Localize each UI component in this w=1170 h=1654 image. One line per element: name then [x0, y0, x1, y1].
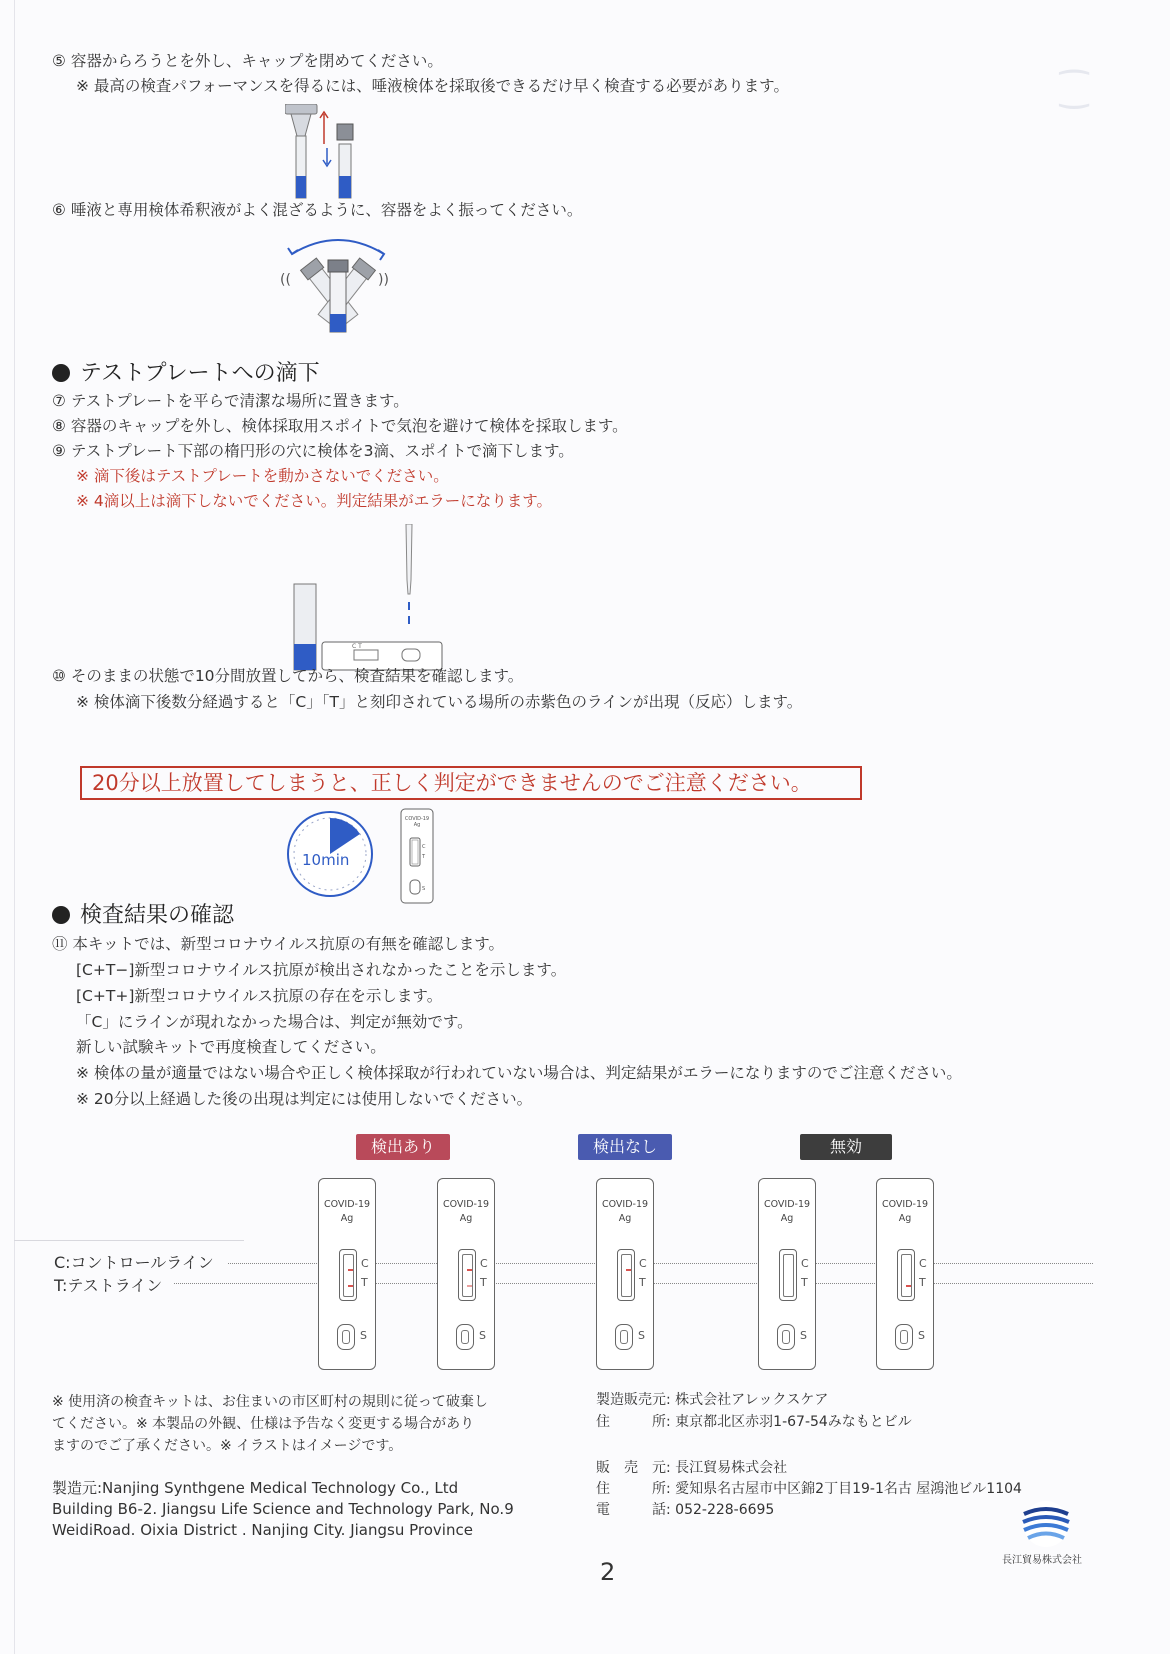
- result-note-1: ※ 検体の量が適量ではない場合や正しく検体採取が行われていない場合は、判定結果がエラーになりますのでご注意ください。: [76, 1064, 962, 1082]
- strip-c-label: C: [480, 1257, 488, 1270]
- svg-text:T: T: [422, 854, 426, 860]
- strip-membrane: [621, 1254, 632, 1297]
- twenty-minute-warning-box: 20分以上放置してしまうと、正しく判定ができませんのでご注意ください。: [80, 766, 862, 800]
- strip-name: COVID-19: [442, 1199, 490, 1210]
- svg-text:((: ((: [280, 272, 291, 288]
- strip-name: COVID-19: [323, 1199, 371, 1210]
- result-invalid-text: 「C」にラインが現れなかった場合は、判定が無効です。: [76, 1013, 473, 1031]
- test-line-mark: [348, 1285, 353, 1287]
- result-strip-negative: [596, 1178, 654, 1370]
- strip-c-label: C: [801, 1257, 809, 1270]
- strip-sub: Ag: [780, 1213, 794, 1224]
- distributor-line: 製造販売元: 株式会社アレックスケア: [596, 1392, 829, 1408]
- section-result-title: 検査結果の確認: [80, 903, 235, 928]
- result-strip-positive-1: [318, 1178, 376, 1370]
- result-strip-positive-2: [437, 1178, 495, 1370]
- strip-t-label: T: [919, 1276, 926, 1289]
- drop-sample-illustration: [290, 524, 450, 674]
- svg-text:C T: C T: [352, 643, 362, 650]
- result-strip-invalid-2: [876, 1178, 934, 1370]
- strip-t-label: T: [361, 1276, 368, 1289]
- svg-text:S: S: [422, 886, 426, 892]
- step-9-text: ⑨ テストプレート下部の楕円形の穴に検体を3滴、スポイトで滴下します。: [52, 442, 574, 460]
- test-plate-small-illustration: [400, 808, 434, 904]
- strip-s-label: S: [479, 1329, 486, 1342]
- control-line-mark: [467, 1269, 472, 1271]
- manufacturer-line-3: WeidiRoad. Oixia District . Nanjing City. Jiangsu Province: [52, 1521, 473, 1539]
- manufacturer-line-2: Building B6-2. Jiangsu Life Science and Technology Park, No.9: [52, 1500, 514, 1518]
- step-9-warning-1: ※ 滴下後はテストプレートを動かさないでください。: [76, 467, 449, 485]
- seller-address: 住 所: 愛知県名古屋市中区錦2丁目19-1名古 屋鴻池ビル1104: [596, 1481, 1022, 1497]
- svg-text:)): )): [378, 272, 389, 288]
- strip-sub: Ag: [340, 1213, 354, 1224]
- sample-well: [895, 1324, 913, 1350]
- test-line-mark: [906, 1285, 911, 1287]
- step-5-text: ⑤ 容器からろうとを外し、キャップを閉めてください。: [52, 52, 443, 70]
- strip-membrane: [901, 1254, 912, 1297]
- distributor-address: 住 所: 東京都北区赤羽1-67-54みなもとビル: [596, 1414, 912, 1430]
- strip-name: COVID-19: [881, 1199, 929, 1210]
- sample-well: [615, 1324, 633, 1350]
- result-negative-text: [C+T−]新型コロナウイルス抗原が検出されなかったことを示します。: [76, 961, 567, 979]
- step-10-note: ※ 検体滴下後数分経過すると「C」「T」と刻印されている場所の赤紫色のラインが出現（反応）します。: [76, 693, 803, 711]
- strip-name: COVID-19: [601, 1199, 649, 1210]
- strip-s-label: S: [918, 1329, 925, 1342]
- strip-c-label: C: [919, 1257, 927, 1270]
- control-line-label: C:コントロールライン: [54, 1253, 214, 1272]
- disposal-note-line-1: ※ 使用済の検査キットは、お住まいの市区町村の規則に従って破棄し: [52, 1394, 488, 1410]
- seller-line: 販 売 元: 長江貿易株式会社: [596, 1460, 788, 1476]
- timer-label: 10min: [302, 851, 350, 869]
- disposal-note-line-3: ますのでご了承ください。※ イラストはイメージです。: [52, 1438, 403, 1454]
- test-line-mark: [467, 1285, 472, 1287]
- step-10-text: ⑩ そのままの状態で10分間放置してから、検査結果を確認します。: [52, 667, 524, 685]
- section-dropping-title: テストプレートへの滴下: [80, 361, 320, 386]
- control-line-mark: [348, 1269, 353, 1271]
- strip-window: [339, 1249, 357, 1301]
- showthrough-decoration: ⁐: [1060, 70, 1089, 110]
- svg-text:Ag: Ag: [413, 822, 421, 828]
- sample-well: [456, 1324, 474, 1350]
- step-11-text: ⑪ 本キットでは、新型コロナウイルス抗原の有無を確認します。: [52, 935, 504, 953]
- bullet-dot-icon: [52, 906, 70, 924]
- strip-s-label: S: [360, 1329, 367, 1342]
- company-logo-text: 長江貿易株式会社: [1002, 1555, 1082, 1566]
- sample-well: [777, 1324, 795, 1350]
- svg-text:C: C: [422, 844, 426, 850]
- bullet-dot-icon: [52, 364, 70, 382]
- strip-sub: Ag: [459, 1213, 473, 1224]
- strip-t-label: T: [480, 1276, 487, 1289]
- label-invalid: 無効: [800, 1134, 892, 1160]
- label-negative: 検出なし: [578, 1134, 672, 1160]
- label-positive: 検出あり: [356, 1134, 450, 1160]
- company-logo-icon: [1018, 1498, 1074, 1548]
- page-number: 2: [600, 1558, 616, 1586]
- result-note-2: ※ 20分以上経過した後の出現は判定には使用しないでください。: [76, 1090, 533, 1108]
- step-5-note: ※ 最高の検査パフォーマンスを得るには、唾液検体を採取後できるだけ早く検査する必要があります。: [76, 77, 789, 95]
- result-retest-text: 新しい試験キットで再度検査してください。: [76, 1038, 386, 1056]
- disposal-note-line-2: てください。※ 本製品の外観、仕様は予告なく変更する場合があり: [52, 1416, 475, 1432]
- control-line-mark: [626, 1269, 631, 1271]
- step-8-text: ⑧ 容器のキャップを外し、検体採取用スポイトで気泡を避けて検体を採取します。: [52, 417, 628, 435]
- step-6-text: ⑥ 唾液と専用検体希釈液がよく混ざるように、容器をよく振ってください。: [52, 201, 583, 219]
- step-7-text: ⑦ テストプレートを平らで清潔な場所に置きます。: [52, 392, 409, 410]
- strip-membrane: [462, 1254, 473, 1297]
- step-9-warning-2: ※ 4滴以上は滴下しないでください。判定結果がエラーになります。: [76, 492, 553, 510]
- strip-t-label: T: [639, 1276, 646, 1289]
- seller-phone: 電 話: 052-228-6695: [596, 1502, 775, 1518]
- fold-line: [14, 1240, 244, 1241]
- strip-window: [458, 1249, 476, 1301]
- strip-s-label: S: [638, 1329, 645, 1342]
- strip-name: COVID-19: [763, 1199, 811, 1210]
- result-strip-invalid-1: [758, 1178, 816, 1370]
- strip-membrane: [343, 1254, 354, 1297]
- paper-edge: [14, 0, 15, 1654]
- strip-window: [897, 1249, 915, 1301]
- section-dropping-heading: [52, 360, 320, 388]
- strip-window: [779, 1249, 797, 1301]
- strip-membrane: [783, 1254, 794, 1297]
- sample-well: [337, 1324, 355, 1350]
- manufacturer-line-1: 製造元:Nanjing Synthgene Medical Technology Co., Ltd: [52, 1479, 459, 1497]
- shake-container-illustration: [278, 232, 398, 342]
- strip-sub: Ag: [618, 1213, 632, 1224]
- section-result-heading: [52, 902, 234, 930]
- strip-s-label: S: [800, 1329, 807, 1342]
- svg-text:COVID-19: COVID-19: [404, 816, 430, 822]
- remove-straw-illustration: [285, 104, 375, 200]
- strip-sub: Ag: [898, 1213, 912, 1224]
- result-positive-text: [C+T+]新型コロナウイルス抗原の存在を示します。: [76, 987, 443, 1005]
- strip-t-label: T: [801, 1276, 808, 1289]
- strip-c-label: C: [361, 1257, 369, 1270]
- strip-window: [617, 1249, 635, 1301]
- strip-c-label: C: [639, 1257, 647, 1270]
- test-line-label: T:テストライン: [54, 1276, 163, 1295]
